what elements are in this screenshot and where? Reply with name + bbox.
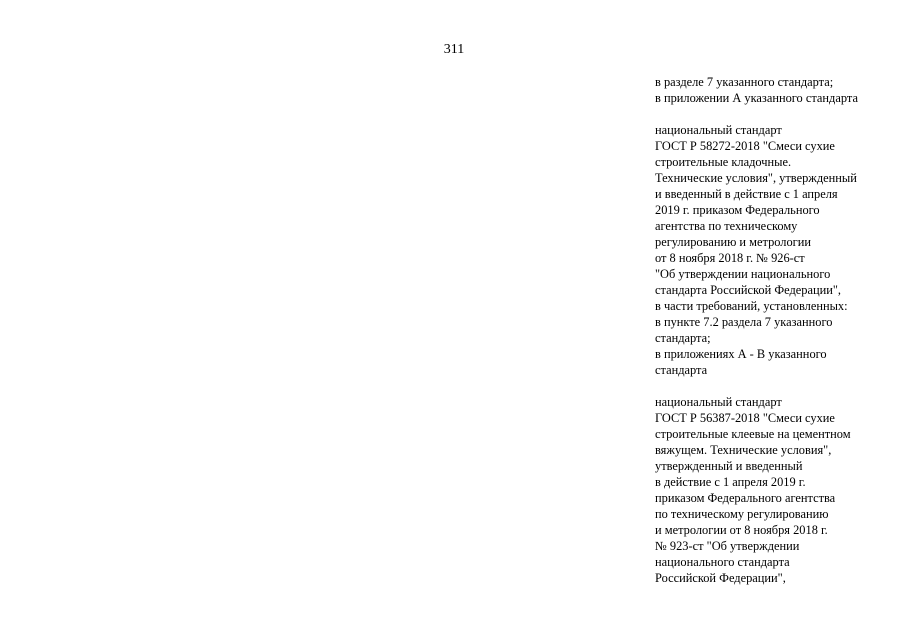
text-line: в приложениях А - В указанного [655,347,827,361]
text-line: по техническому регулированию [655,507,829,521]
text-column [655,74,895,586]
text-line: в части требований, установленных: [655,299,848,313]
text-line: от 8 ноября 2018 г. № 926-ст [655,251,805,265]
text-line: и введенный в действие с 1 апреля [655,187,838,201]
text-line: № 923-ст "Об утверждении [655,539,800,553]
text-line: в разделе 7 указанного стандарта; [655,75,834,89]
text-block-gost-56387 [655,394,895,586]
text-line: вяжущем. Технические условия", [655,443,832,457]
text-line: утвержденный и введенный [655,459,803,473]
text-line: 2019 г. приказом Федерального [655,203,820,217]
text-block-section-7 [655,74,895,106]
text-block-gost-58272 [655,122,895,378]
text-line: национальный стандарт [655,123,782,137]
text-line: в приложении А указанного стандарта [655,91,858,105]
text-line: стандарта Российской Федерации", [655,283,842,297]
text-line: в действие с 1 апреля 2019 г. [655,475,806,489]
text-line: в пункте 7.2 раздела 7 указанного [655,315,833,329]
text-line: приказом Федерального агентства [655,491,836,505]
text-line: и метрологии от 8 ноября 2018 г. [655,523,828,537]
text-line: Российской Федерации", [655,571,786,585]
text-line: национальный стандарт [655,395,782,409]
text-line: агентства по техническому [655,219,798,233]
page-number: 311 [443,42,465,57]
text-line: ГОСТ Р 56387-2018 "Смеси сухие [655,411,835,425]
text-line: национального стандарта [655,555,790,569]
text-line: регулированию и метрологии [655,235,812,249]
text-line: строительные клеевые на цементном [655,427,851,441]
text-line: ГОСТ Р 58272-2018 "Смеси сухие [655,139,835,153]
text-line: строительные кладочные. [655,155,792,169]
text-line: стандарта; [655,331,711,345]
text-line: Технические условия", утвержденный [655,171,857,185]
text-line: стандарта [655,363,708,377]
text-line: "Об утверждении национального [655,267,831,281]
